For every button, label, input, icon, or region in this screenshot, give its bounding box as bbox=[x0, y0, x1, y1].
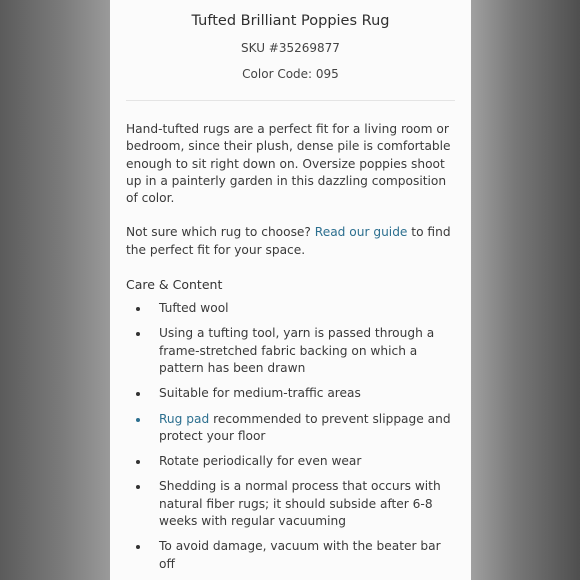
product-sku: SKU #35269877 bbox=[241, 41, 340, 55]
guide-text-before: Not sure which rug to choose? bbox=[126, 225, 315, 240]
read-guide-link[interactable]: Read our guide bbox=[314, 225, 408, 240]
list-item bbox=[126, 411, 455, 446]
list-item-text: To avoid damage, vacuum with the beater bar off bbox=[159, 539, 441, 571]
list-item bbox=[126, 300, 455, 317]
bullet-icon bbox=[136, 332, 140, 336]
list-item bbox=[126, 325, 455, 377]
product-description: Hand-tufted rugs are a perfect fit for a living room or bedroom, since their plush, dense pile is comfortable enough to sit right down on. Oversize poppies shoot up in a painterly garden in this dazzling composition of color. bbox=[126, 122, 451, 206]
product-title: Tufted Brilliant Poppies Rug bbox=[191, 13, 390, 29]
list-item-text: Shedding is a normal process that occurs with natural fiber rugs; it should subside after 6-8 weeks with regular vacuuming bbox=[159, 479, 441, 529]
bullet-icon bbox=[136, 460, 140, 464]
bullet-icon bbox=[136, 392, 140, 396]
list-item-text: Tufted wool bbox=[159, 301, 229, 316]
list-item bbox=[126, 453, 455, 470]
list-item bbox=[126, 478, 455, 530]
care-content-list bbox=[126, 300, 455, 573]
list-item-text: Rotate periodically for even wear bbox=[159, 454, 362, 469]
bullet-icon bbox=[136, 418, 140, 422]
product-color-code: Color Code: 095 bbox=[242, 67, 339, 81]
rug-pad-link[interactable]: Rug pad bbox=[159, 411, 210, 426]
list-item bbox=[126, 385, 455, 402]
background-left bbox=[0, 0, 110, 580]
divider bbox=[126, 100, 455, 101]
bullet-icon bbox=[136, 485, 140, 489]
background-right bbox=[471, 0, 580, 580]
guide-text-after: to find the perfect fit for your space. bbox=[126, 225, 451, 257]
list-item bbox=[126, 538, 455, 573]
care-content-heading: Care & Content bbox=[126, 277, 223, 293]
list-item-text: Using a tufting tool, yarn is passed through a frame-stretched fabric backing on which a pattern has been drawn bbox=[159, 326, 435, 375]
bullet-icon bbox=[136, 307, 140, 311]
list-item-text: Suitable for medium-traffic areas bbox=[159, 386, 361, 401]
bullet-icon bbox=[136, 545, 140, 549]
list-item-text: recommended to prevent slippage and protect your floor bbox=[159, 411, 451, 443]
product-details-panel bbox=[110, 0, 471, 580]
guide-paragraph bbox=[126, 224, 455, 259]
